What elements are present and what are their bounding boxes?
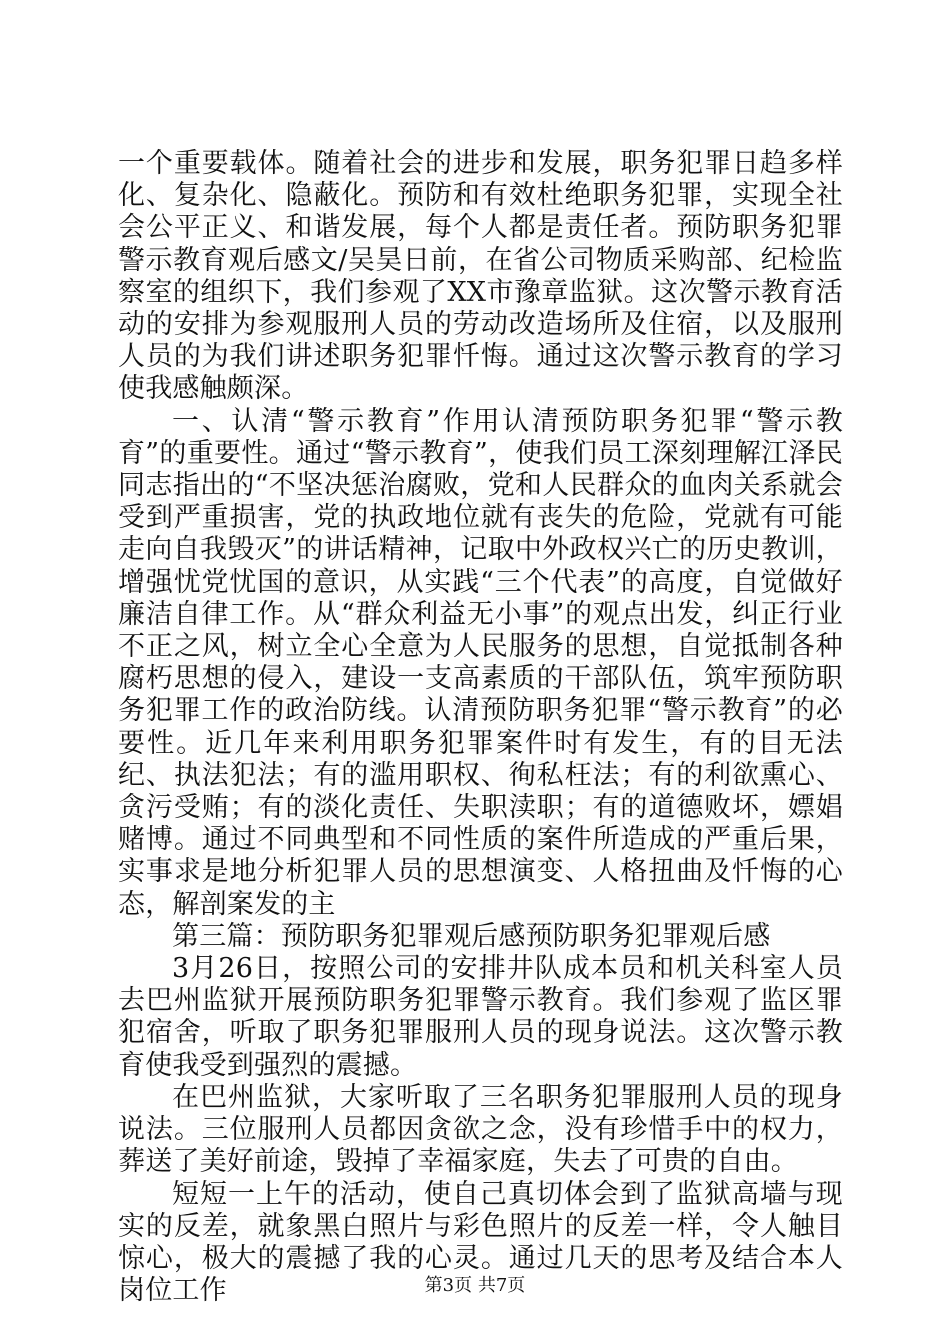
paragraph-intro: 一个重要载体。随着社会的进步和发展，职务犯罪日趋多样化、复杂化、隐蔽化。预防和有效杜绝职务犯罪，实现全社会公平正义、和谐发展，每个人都是责任者。预防职务犯罪警示教育观后感文/吴昊日前，在省公司物质采购部、纪检监察室的组织下，我们参观了XX市豫章监狱。这次警示教育活动的安排为参观服刑人员的劳动改造场所及住宿，以及服刑人员的为我们讲述职务犯罪忏悔。通过这次警示教育的学习使我感触颇深。 bbox=[118, 148, 843, 405]
section-heading: 第三篇：预防职务犯罪观后感预防职务犯罪观后感 bbox=[172, 920, 771, 952]
paragraph-reflection: 短短一上午的活动，使自己真切体会到了监狱高墙与现实的反差，就象黑白照片与彩色照片的反差一样，令人触目惊心，极大的震撼了我的心灵。通过几天的思考及结合本人岗位工作 bbox=[118, 1178, 843, 1307]
paragraph-section-one: 一、认清“警示教育”作用认清预防职务犯罪“警示教育”的重要性。通过“警示教育”，使我们员工深刻理解江泽民同志指出的“不坚决惩治腐败，党和人民群众的血肉关系就会受到严重损害，党的执政地位就有丧失的危险，党就有可能走向自我毁灭”的讲话精神，记取中外政权兴亡的历史教训，增强忧党忧国的意识，从实践“三个代表”的高度，自觉做好廉洁自律工作。从“群众利益无小事”的观点出发，纠正行业不正之风，树立全心全意为人民服务的思想，自觉抵制各种腐朽思想的侵入，建设一支高素质的干部队伍，筑牢预防职务犯罪工作的政治防线。认清预防职务犯罪“警示教育”的必要性。近几年来利用职务犯罪案件时有发生，有的目无法纪、执法犯法；有的滥用职权、徇私枉法；有的利欲熏心、贪污受贿；有的淡化责任、失职渎职；有的道德败坏，嫖娼赌博。通过不同典型和不同性质的案件所造成的严重后果，实事求是地分析犯罪人员的思想演变、人格扭曲及忏悔的心态，解剖案发的主 bbox=[118, 405, 843, 920]
page-number-footer: 第3页 共7页 bbox=[424, 1275, 526, 1296]
document-body bbox=[118, 148, 843, 1307]
paragraph-march: 3月26日，按照公司的安排井队成本员和机关科室人员去巴州监狱开展预防职务犯罪警示教育。我们参观了监区罪犯宿舍，听取了职务犯罪服刑人员的现身说法。这次警示教育使我受到强烈的震撼。 bbox=[118, 953, 843, 1081]
paragraph-prison: 在巴州监狱，大家听取了三名职务犯罪服刑人员的现身说法。三位服刑人员都因贪欲之念，没有珍惜手中的权力，葬送了美好前途，毁掉了幸福家庭，失去了可贵的自由。 bbox=[118, 1081, 843, 1178]
